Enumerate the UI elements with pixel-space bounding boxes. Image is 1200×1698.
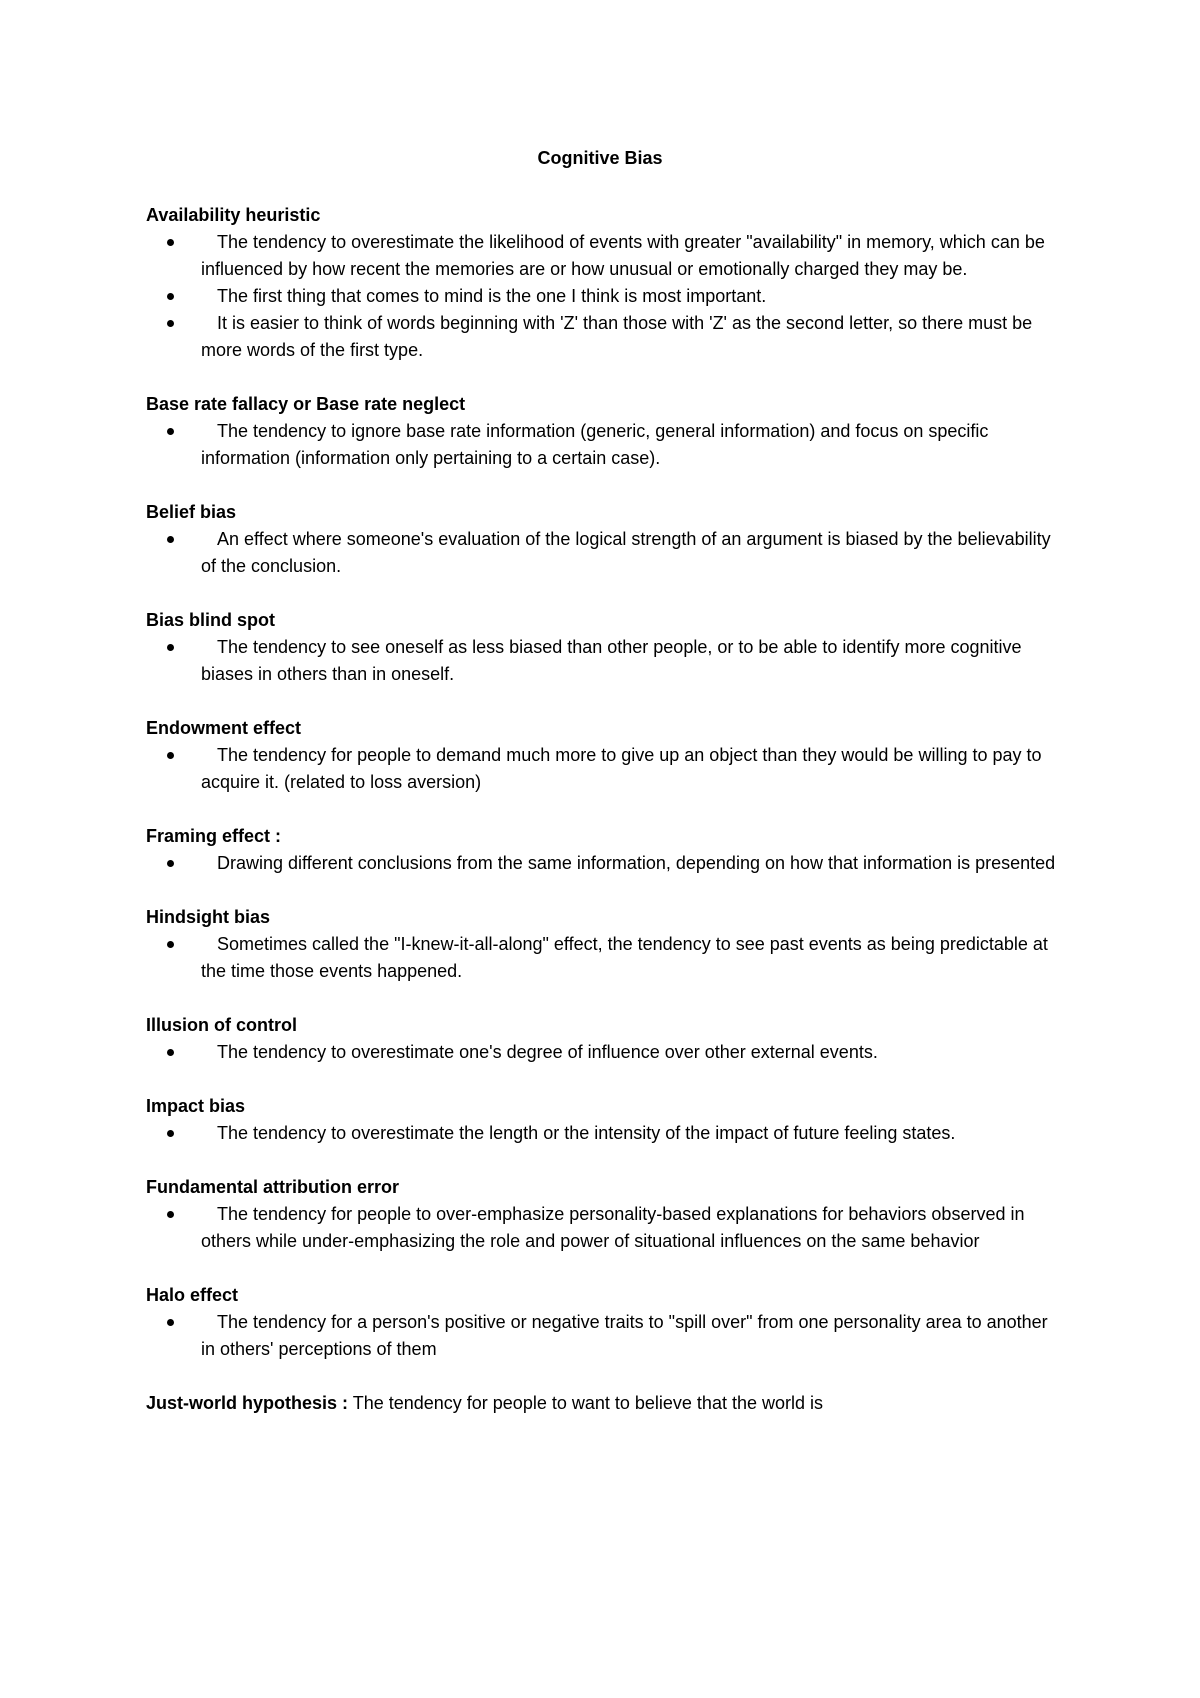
bullet-list (146, 742, 1066, 796)
bullet-text: The first thing that comes to mind is the one I think is most important. (217, 286, 767, 306)
bias-sections (146, 202, 1066, 1363)
list-item (146, 634, 1066, 688)
bias-section (146, 1093, 1066, 1147)
bullet-text: Sometimes called the "I-knew-it-all-along" effect, the tendency to see past events as being predictable at the time those events happened. (201, 934, 1048, 981)
just-world-text: The tendency for people to want to believe that the world is (348, 1393, 823, 1413)
list-item (146, 418, 1066, 472)
bias-term: Fundamental attribution error (146, 1177, 400, 1197)
bias-section (146, 823, 1066, 877)
list-item (146, 229, 1066, 283)
list-item (146, 283, 1066, 310)
list-item (146, 526, 1066, 580)
page-title: Cognitive Bias (537, 148, 663, 168)
list-item (146, 931, 1066, 985)
bias-section (146, 607, 1066, 688)
bias-term: Hindsight bias (146, 907, 271, 927)
list-item (146, 1120, 1066, 1147)
bullet-text: The tendency to overestimate the length or the intensity of the impact of future feeling states. (217, 1123, 956, 1143)
bullet-list (146, 1201, 1066, 1255)
list-item (146, 1309, 1066, 1363)
bias-term: Base rate fallacy or Base rate neglect (146, 394, 466, 414)
list-item (146, 742, 1066, 796)
bias-section (146, 1012, 1066, 1066)
bias-term: Endowment effect (146, 718, 302, 738)
bullet-text: The tendency for people to demand much more to give up an object than they would be willing to pay to acquire it. (related to loss aversion) (201, 745, 1042, 792)
list-item (146, 1039, 1066, 1066)
list-item (146, 310, 1066, 364)
list-item (146, 850, 1066, 877)
term-just-world: Just-world hypothesis : (146, 1393, 349, 1413)
bullet-list (146, 850, 1066, 877)
just-world-definition (146, 1390, 1066, 1417)
bias-section (146, 715, 1066, 796)
bias-term: Availability heuristic (146, 205, 321, 225)
bullet-text: The tendency to see oneself as less biased than other people, or to be able to identify more cognitive biases in others than in oneself. (201, 637, 1022, 684)
bullet-list (146, 526, 1066, 580)
bullet-list (146, 634, 1066, 688)
bias-section (146, 1282, 1066, 1363)
bias-section (146, 499, 1066, 580)
bias-section (146, 904, 1066, 985)
bullet-text: The tendency to overestimate the likelihood of events with greater "availability" in memory, which can be influenced by how recent the memories are or how unusual or emotionally charged they may be. (201, 232, 1045, 279)
bullet-list (146, 1120, 1066, 1147)
document-body (146, 202, 1066, 1417)
bias-term: Framing effect : (146, 826, 282, 846)
bullet-list (146, 1309, 1066, 1363)
bias-term: Bias blind spot (146, 610, 276, 630)
bias-term: Halo effect (146, 1285, 239, 1305)
bullet-text: The tendency for a person's positive or negative traits to "spill over" from one personality area to another in others' perceptions of them (201, 1312, 1048, 1359)
list-item (146, 1201, 1066, 1255)
bias-term: Belief bias (146, 502, 237, 522)
bullet-text: Drawing different conclusions from the same information, depending on how that information is presented (217, 853, 1056, 873)
bullet-text: The tendency for people to over-emphasize personality-based explanations for behaviors observed in others while under-emphasizing the role and power of situational influences on the same behavior (201, 1204, 1025, 1251)
bullet-list (146, 418, 1066, 472)
bias-section (146, 1174, 1066, 1255)
bias-term: Illusion of control (146, 1015, 297, 1035)
bullet-text: The tendency to overestimate one's degree of influence over other external events. (217, 1042, 878, 1062)
bullet-list (146, 229, 1066, 364)
bias-term: Impact bias (146, 1096, 246, 1116)
bullet-list (146, 1039, 1066, 1066)
bullet-list (146, 931, 1066, 985)
bias-section (146, 391, 1066, 472)
bias-section (146, 202, 1066, 364)
bullet-text: An effect where someone's evaluation of the logical strength of an argument is biased by the believability of the conclusion. (201, 529, 1051, 576)
bullet-text: The tendency to ignore base rate information (generic, general information) and focus on specific information (information only pertaining to a certain case). (201, 421, 989, 468)
bullet-text: It is easier to think of words beginning with 'Z' than those with 'Z' as the second letter, so there must be more words of the first type. (201, 313, 1033, 360)
